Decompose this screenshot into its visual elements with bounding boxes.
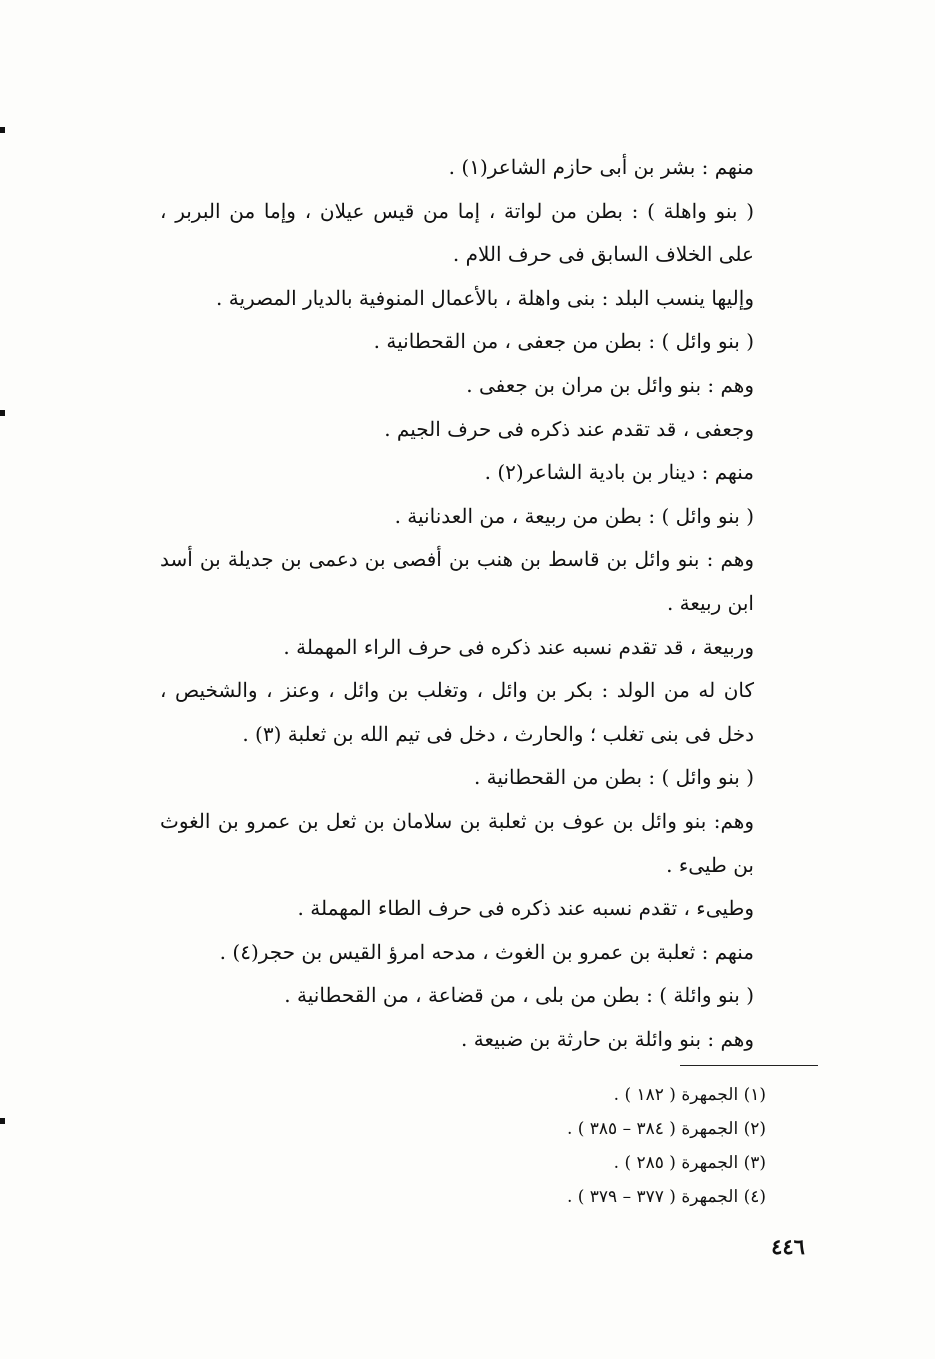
paragraph: وجعفى ، قد تقدم عند ذكره فى حرف الجيم . [384, 416, 754, 441]
paragraph: ( بنو وائل ) : بطن من القحطانية . [473, 765, 754, 790]
scan-mark [0, 1118, 5, 1124]
page-number: ٤٤٦ [771, 1234, 805, 1259]
paragraph: وهم : بنو وائل بن مران بن جعفى . [466, 372, 754, 397]
footnote: (٢) الجمهرة ( ٣٨٤ – ٣٨٥ ) . [566, 1119, 766, 1139]
footnote-divider [680, 1065, 818, 1066]
paragraph: منهم : بشر بن أبى حازم الشاعر(١) . [448, 155, 754, 179]
paragraph: ( بنو وائل ) : بطن من ربيعة ، من العدنانية . [394, 503, 754, 528]
paragraph: ( بنو وائل ) : بطن من جعفى ، من القحطانية . [373, 329, 754, 354]
paragraph: ( بنو وائلة ) : بطن من بلى ، من قضاعة ، من القحطانية . [284, 983, 754, 1008]
scan-mark [0, 410, 5, 416]
paragraph: وهم: بنو وائل بن عوف بن ثعلبة بن سلامان بن ثعل بن عمرو بن الغوث بن طيىء . [160, 808, 754, 877]
paragraph: وربيعة ، قد تقدم نسبه عند ذكره فى حرف الراء المهملة . [283, 634, 754, 659]
main-text [160, 146, 810, 1061]
paragraph: كان له من الولد : بكر بن وائل ، وتغلب بن وائل ، وعنز ، والشخيص ، دخل فى بنى تغلب ؛ والحارث ، دخل فى تيم الله بن ثعلبة (٣) . [160, 678, 754, 746]
paragraph: وإليها ينسب البلد : بنى واهلة ، بالأعمال المنوفية بالديار المصرية . [216, 285, 754, 310]
paragraph: منهم : دينار بن بادية الشاعر(٢) . [484, 460, 754, 485]
paragraph: وهم : بنو وائلة بن حارثة بن ضبيعة . [461, 1026, 754, 1051]
paragraph: ( بنو واهلة ) : بطن من لواتة ، إما من قيس عيلان ، وإما من البربر ، على الخلاف السابق فى حرف اللام . [160, 198, 754, 267]
footnote: (١) الجمهرة ( ١٨٢ ) . [613, 1085, 766, 1105]
footnotes [430, 1078, 766, 1214]
footnote: (٣) الجمهرة ( ٢٨٥ ) . [613, 1153, 766, 1173]
paragraph: منهم : ثعلبة بن عمرو بن الغوث ، مدحه امرؤ القيس بن حجر(٤) . [219, 939, 754, 964]
paragraph: وطيىء ، تقدم نسبه عند ذكره فى حرف الطاء المهملة . [297, 896, 754, 921]
footnote: (٤) الجمهرة ( ٣٧٧ – ٣٧٩ ) . [566, 1187, 766, 1207]
scan-mark [0, 127, 5, 133]
paragraph: وهم : بنو وائل بن قاسط بن هنب بن أفصى بن دعمى بن جديلة بن أسد ابن ربيعة . [160, 547, 754, 615]
